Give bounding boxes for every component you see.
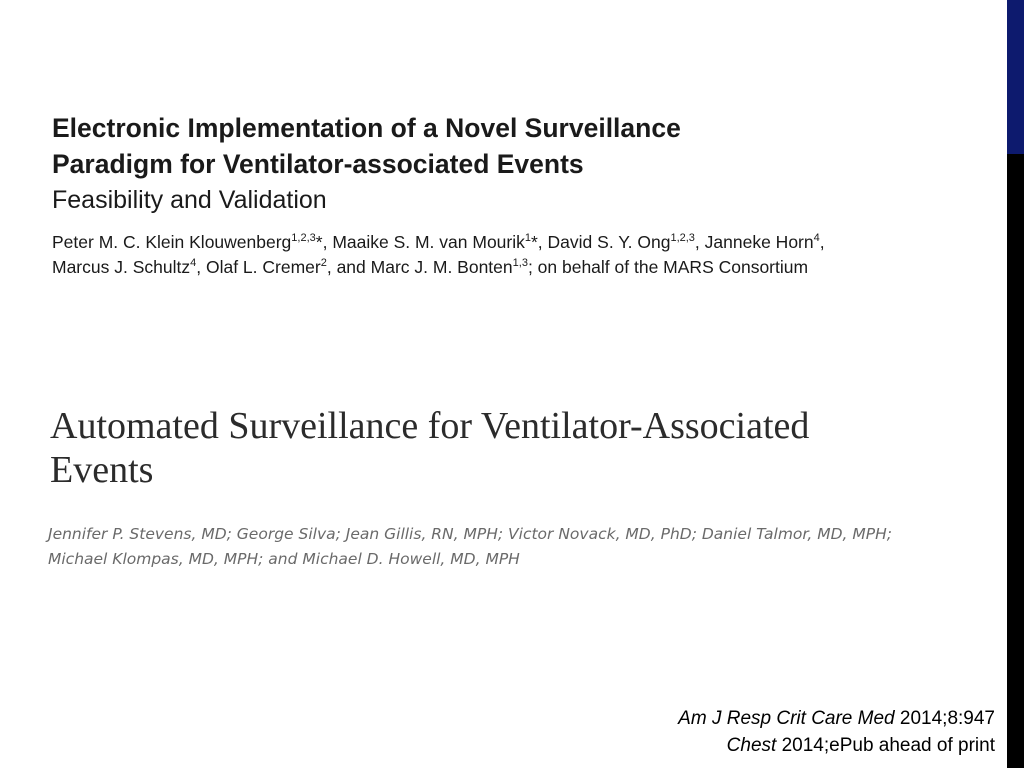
author-name: Peter M. C. Klein Klouwenberg — [52, 232, 292, 252]
author-separator: , — [196, 257, 206, 277]
author-name: David S. Y. Ong — [547, 232, 671, 252]
citation-line — [678, 732, 995, 759]
paper2-authors — [48, 522, 998, 572]
author-separator: *, — [315, 232, 333, 252]
author-affiliation: 2 — [320, 257, 327, 269]
paper1-title-line2: Paradigm for Ventilator-associated Events — [52, 149, 584, 179]
author-separator: , and — [326, 257, 371, 277]
author-affiliation: 1,3 — [512, 257, 528, 269]
citation-detail: 2014;8:947 — [894, 708, 995, 729]
citation-line — [678, 705, 995, 732]
paper1-title-line1: Electronic Implementation of a Novel Surveillance — [52, 113, 681, 143]
paper1-title — [52, 110, 952, 182]
author-affiliation: 1,2,3 — [291, 232, 316, 244]
author-name: Marcus J. Schultz — [52, 257, 191, 277]
edge-bar-top — [1007, 0, 1024, 154]
author-affiliation: 1 — [524, 232, 531, 244]
author-separator: *, — [531, 232, 548, 252]
paper1-authors-line1 — [52, 230, 1002, 255]
author-affiliation: 1,2,3 — [670, 232, 695, 244]
author-name: Maaike S. M. van Mourik — [332, 232, 525, 252]
author-name: Marc J. M. Bonten — [370, 257, 513, 277]
paper2-title-line2: Events — [50, 449, 154, 491]
citation-journal: Chest — [726, 735, 777, 756]
paper1-authors — [52, 230, 1002, 280]
author-separator: , — [694, 232, 705, 252]
citations — [678, 705, 995, 759]
author-affiliation: 4 — [813, 232, 820, 244]
paper1-authors-line2 — [52, 255, 1002, 280]
edge-bar-bottom — [1007, 154, 1024, 768]
paper2-authors-line2: Michael Klompas, MD, MPH; and Michael D. Howell, MD, MPH — [48, 550, 520, 568]
author-affiliation: 4 — [190, 257, 197, 269]
author-name: Janneke Horn — [704, 232, 814, 252]
citation-detail: 2014;ePub ahead of print — [776, 735, 995, 756]
paper2-authors-line1: Jennifer P. Stevens, MD; George Silva; Jean Gillis, RN, MPH; Victor Novack, MD, PhD; Daniel Talmor, MD, MPH; — [48, 525, 892, 543]
paper2-title-line1: Automated Surveillance for Ventilator-Associated — [50, 405, 810, 447]
author-name: Olaf L. Cremer — [205, 257, 321, 277]
citation-journal: Am J Resp Crit Care Med — [678, 708, 895, 729]
author-separator: , — [819, 232, 825, 252]
author-separator: ; on behalf of the MARS Consortium — [527, 257, 809, 277]
paper2-title — [50, 404, 1000, 492]
paper1-subtitle: Feasibility and Validation — [52, 186, 327, 214]
